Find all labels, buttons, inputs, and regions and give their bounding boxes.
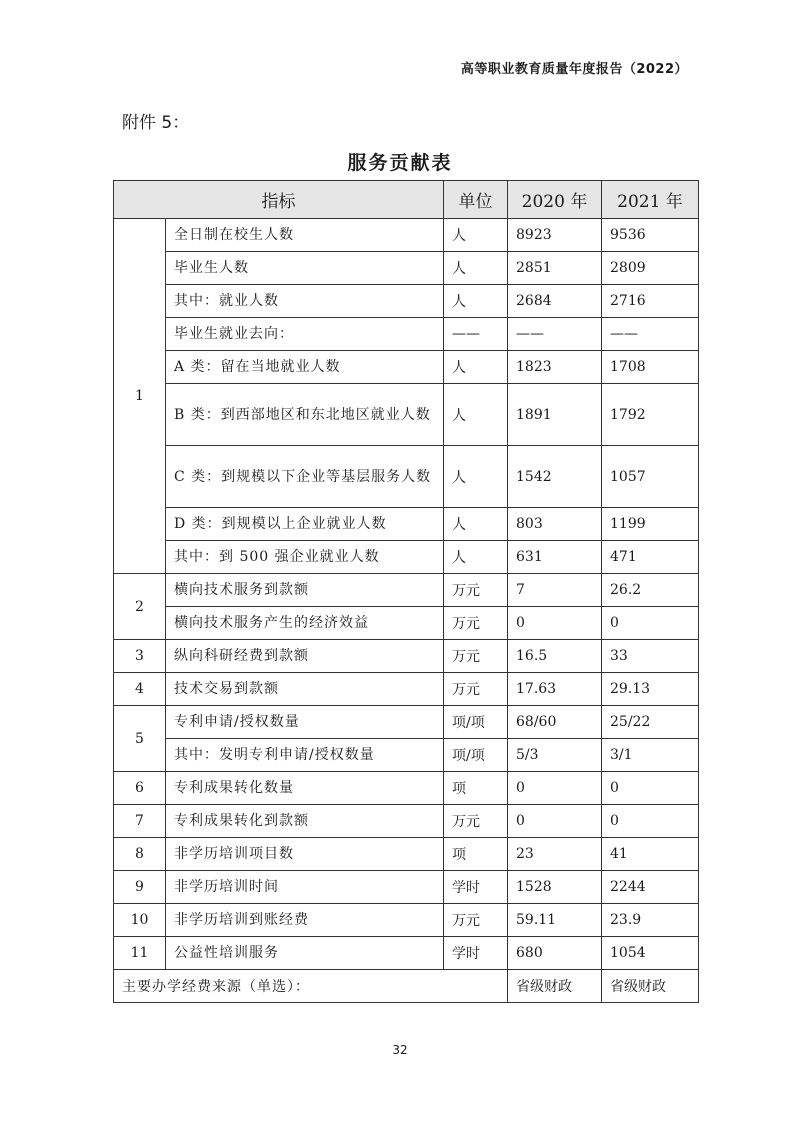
value-2020-cell: 631 [508,541,602,574]
unit-cell: 人 [444,351,508,384]
table-row [114,706,699,739]
indicator-cell: 横向技术服务产生的经济效益 [166,607,444,640]
value-2020-cell: 0 [508,772,602,805]
table-row [114,384,699,446]
value-2020-cell: 2851 [508,252,602,285]
indicator-cell: 纵向科研经费到款额 [166,640,444,673]
value-2020-cell: 5/3 [508,739,602,772]
column-header-indicator: 指标 [114,181,444,219]
row-number: 11 [114,937,166,970]
value-2020-cell: 1891 [508,384,602,446]
value-2020-cell: 2684 [508,285,602,318]
unit-cell: 人 [444,219,508,252]
indicator-cell: 其中：到 500 强企业就业人数 [166,541,444,574]
unit-cell: 人 [444,446,508,508]
table-header-row [114,181,699,219]
value-2020-cell: 803 [508,508,602,541]
value-2021-cell: 2809 [602,252,699,285]
table-row [114,871,699,904]
value-2021-cell: 9536 [602,219,699,252]
value-2021-cell: 1199 [602,508,699,541]
value-2021-cell: 26.2 [602,574,699,607]
value-2020-cell: 0 [508,805,602,838]
indicator-cell: 专利成果转化数量 [166,772,444,805]
unit-cell: 万元 [444,805,508,838]
table-row [114,904,699,937]
value-2020-cell: 17.63 [508,673,602,706]
indicator-cell: 横向技术服务到款额 [166,574,444,607]
table-row [114,446,699,508]
value-2020-cell: 59.11 [508,904,602,937]
indicator-cell: 毕业生人数 [166,252,444,285]
unit-cell: 人 [444,285,508,318]
row-number: 5 [114,706,166,772]
indicator-cell: A 类：留在当地就业人数 [166,351,444,384]
unit-cell: 项/项 [444,706,508,739]
indicator-cell: 非学历培训项目数 [166,838,444,871]
row-number: 4 [114,673,166,706]
indicator-cell: 非学历培训到账经费 [166,904,444,937]
row-number: 8 [114,838,166,871]
table-row [114,252,699,285]
funding-source-2021: 省级财政 [602,970,699,1003]
indicator-cell: 专利申请/授权数量 [166,706,444,739]
column-header-unit: 单位 [444,181,508,219]
unit-cell: 万元 [444,673,508,706]
row-number: 10 [114,904,166,937]
attachment-label: 附件 5： [122,113,190,133]
report-header: 高等职业教育质量年度报告（2022） [460,62,688,77]
value-2020-cell: 16.5 [508,640,602,673]
value-2020-cell: 1823 [508,351,602,384]
table-row [114,772,699,805]
table-row [114,805,699,838]
indicator-cell: B 类：到西部地区和东北地区就业人数 [166,384,444,446]
row-number: 6 [114,772,166,805]
value-2020-cell: —— [508,318,602,351]
unit-cell: 学时 [444,871,508,904]
unit-cell: —— [444,318,508,351]
value-2021-cell: 2244 [602,871,699,904]
unit-cell: 学时 [444,937,508,970]
value-2021-cell: 1054 [602,937,699,970]
value-2021-cell: 23.9 [602,904,699,937]
value-2021-cell: 1792 [602,384,699,446]
unit-cell: 项 [444,838,508,871]
value-2021-cell: 1057 [602,446,699,508]
unit-cell: 人 [444,541,508,574]
table-row [114,541,699,574]
table-row [114,673,699,706]
table-row [114,607,699,640]
service-contribution-table [113,180,699,1003]
funding-source-row [114,970,699,1003]
value-2021-cell: 0 [602,805,699,838]
value-2021-cell: 33 [602,640,699,673]
value-2021-cell: 29.13 [602,673,699,706]
value-2021-cell: 471 [602,541,699,574]
unit-cell: 项/项 [444,739,508,772]
value-2020-cell: 680 [508,937,602,970]
value-2020-cell: 0 [508,607,602,640]
value-2021-cell: —— [602,318,699,351]
table-row [114,351,699,384]
indicator-cell: 非学历培训时间 [166,871,444,904]
unit-cell: 万元 [444,640,508,673]
table-row [114,838,699,871]
table-row [114,318,699,351]
value-2020-cell: 23 [508,838,602,871]
unit-cell: 万元 [444,574,508,607]
value-2021-cell: 41 [602,838,699,871]
funding-source-2020: 省级财政 [508,970,602,1003]
row-number: 7 [114,805,166,838]
table-title: 服务贡献表 [347,152,453,174]
value-2020-cell: 7 [508,574,602,607]
unit-cell: 项 [444,772,508,805]
value-2021-cell: 25/22 [602,706,699,739]
column-header-2020: 2020 年 [508,181,602,219]
unit-cell: 人 [444,384,508,446]
value-2020-cell: 68/60 [508,706,602,739]
table-row [114,640,699,673]
funding-source-label: 主要办学经费来源（单选）： [114,970,508,1003]
column-header-2021: 2021 年 [602,181,699,219]
table-row [114,285,699,318]
unit-cell: 人 [444,252,508,285]
table-row [114,574,699,607]
value-2021-cell: 2716 [602,285,699,318]
value-2021-cell: 0 [602,772,699,805]
row-number: 1 [114,219,166,574]
value-2021-cell: 0 [602,607,699,640]
indicator-cell: 专利成果转化到款额 [166,805,444,838]
unit-cell: 人 [444,508,508,541]
row-number: 9 [114,871,166,904]
indicator-cell: 其中：就业人数 [166,285,444,318]
indicator-cell: 公益性培训服务 [166,937,444,970]
row-number: 3 [114,640,166,673]
indicator-cell: 其中：发明专利申请/授权数量 [166,739,444,772]
unit-cell: 万元 [444,904,508,937]
table-row [114,937,699,970]
indicator-cell: D 类：到规模以上企业就业人数 [166,508,444,541]
indicator-cell: 毕业生就业去向： [166,318,444,351]
value-2021-cell: 1708 [602,351,699,384]
page-number: 32 [392,1043,408,1057]
indicator-cell: 全日制在校生人数 [166,219,444,252]
value-2020-cell: 1542 [508,446,602,508]
value-2020-cell: 8923 [508,219,602,252]
table-row [114,739,699,772]
row-number: 2 [114,574,166,640]
value-2020-cell: 1528 [508,871,602,904]
table-row [114,508,699,541]
unit-cell: 万元 [444,607,508,640]
indicator-cell: 技术交易到款额 [166,673,444,706]
indicator-cell: C 类：到规模以下企业等基层服务人数 [166,446,444,508]
table-row [114,219,699,252]
value-2021-cell: 3/1 [602,739,699,772]
